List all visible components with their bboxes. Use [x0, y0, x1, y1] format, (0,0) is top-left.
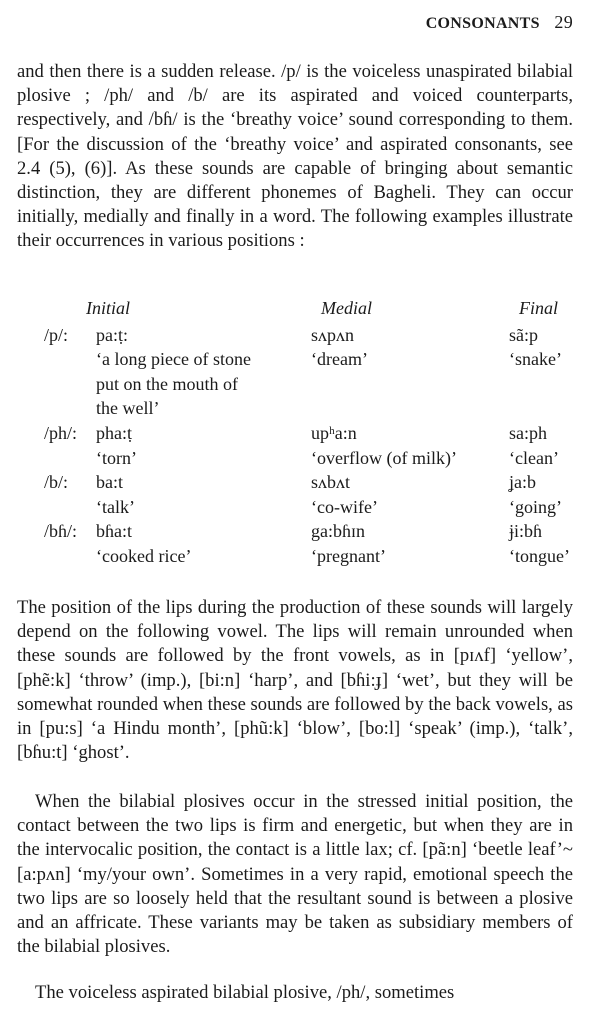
phoneme-cell — [44, 544, 96, 569]
table-row — [44, 519, 599, 544]
table-row — [44, 544, 599, 569]
column-header-final: Final — [519, 298, 558, 318]
final-cell — [509, 396, 599, 421]
initial-cell: ‘a long piece of stone — [96, 349, 251, 370]
final-cell: ‘clean’ — [509, 447, 559, 468]
paragraph-stress-contact: When the bilabial plosives occur in the stressed initial position, the contact between the two lips is firm and energetic, but when they are in the intervocalic position, the contact is a little lax; cf. [pã:n] ‘beetle leaf’~[a:pʌn] ‘my/your own’. Sometimes in a very rapid, emotional speech the two lips are so loosely held that the resultant sound is between a plosive and an affricate. These variants may be taken as subsidiary members of the bilabial plosives. — [17, 791, 573, 958]
initial-cell: ‘talk’ — [96, 496, 135, 517]
table-header-row — [44, 296, 599, 323]
phoneme-cell: /p/: — [44, 324, 69, 345]
table-row — [44, 495, 599, 520]
initial-cell: put on the mouth of — [96, 373, 238, 394]
medial-cell — [311, 372, 509, 397]
column-header-initial: Initial — [86, 298, 130, 318]
initial-cell: the well’ — [96, 398, 160, 419]
table-row — [44, 396, 599, 421]
medial-cell: sʌbʌt — [311, 472, 351, 493]
final-cell: ɉi:bɦ — [509, 521, 543, 542]
final-cell: ‘snake’ — [509, 349, 562, 370]
paragraph-lip-position: The position of the lips during the production of these sounds will largely depend on the following vowel. The lips will remain unrounded when these sounds are followed by the front vowels, as in [pɪʌf] ‘yellow’, [phẽ:k] ‘throw’ (imp.), [bi:n] ‘harp’, and [bɦi:ɟ] ‘wet’, but they will be somewhat rounded when these sounds are followed by the back vowels, as in [pu:s] ‘a Hindu month’, [phũ:k] ‘blow’, [bo:l] ‘speak’ (imp.), ‘talk’, [bɦu:t] ‘ghost’. — [17, 597, 573, 764]
table-row — [44, 470, 599, 495]
phoneme-cell: /ph/: — [44, 422, 78, 443]
table-row — [44, 323, 599, 348]
table-row — [44, 446, 599, 471]
final-cell: ‘tongue’ — [509, 545, 570, 566]
phoneme-cell — [44, 446, 96, 471]
final-cell: ʝa:b — [509, 472, 536, 493]
medial-cell: ‘pregnant’ — [311, 545, 386, 566]
phoneme-cell: /bɦ/: — [44, 521, 78, 542]
medial-cell — [311, 396, 509, 421]
table-row — [44, 421, 599, 446]
paragraph-intro: and then there is a sudden release. /p/ is the voiceless unaspirated bilabial plosive ; /ph/ and /b/ are its aspirated and voiced counterparts, respectively, and /bɦ/ is the ‘breathy voice’ sound corresponding to them. [For the discussion of the ‘breathy voice’ and aspirated consonants, see 2.4 (5), (6)]. As these sounds are capable of bringing about semantic distinction, they are different phonemes of Bagheli. They can occur initially, medially and finally in a word. The following examples illustrate their occurrences in various positions : — [17, 61, 573, 252]
medial-cell: ‘overflow (of milk)’ — [311, 447, 457, 468]
final-cell: ‘going’ — [509, 496, 562, 517]
medial-cell: upʰa:n — [311, 422, 357, 443]
medial-cell: ga:bɦɪn — [311, 521, 365, 542]
examples-table — [44, 296, 599, 569]
phoneme-cell — [44, 347, 96, 372]
paragraph-aspirated-continued: The voiceless aspirated bilabial plosive, /ph/, sometimes — [35, 982, 455, 1003]
initial-cell: ba:t — [96, 472, 123, 493]
final-cell — [509, 372, 599, 397]
initial-cell: pha:ṭ — [96, 422, 132, 443]
medial-cell: ‘dream’ — [311, 349, 368, 370]
medial-cell: ‘co-wife’ — [311, 496, 378, 517]
phoneme-cell — [44, 495, 96, 520]
phoneme-cell: /b/: — [44, 472, 69, 493]
table-row — [44, 347, 599, 372]
phoneme-cell — [44, 396, 96, 421]
page-number: 29 — [554, 12, 573, 32]
initial-cell: ‘cooked rice’ — [96, 545, 192, 566]
column-header-medial: Medial — [321, 298, 372, 318]
phoneme-cell — [44, 372, 96, 397]
initial-cell: bɦa:t — [96, 521, 132, 542]
initial-cell: pa:ṭ: — [96, 324, 128, 345]
final-cell: sã:p — [509, 324, 538, 345]
running-header — [426, 12, 573, 33]
table-row — [44, 372, 599, 397]
initial-cell: ‘torn’ — [96, 447, 137, 468]
section-title: CONSONANTS — [425, 15, 540, 32]
medial-cell: sʌpʌn — [311, 324, 355, 345]
final-cell: sa:ph — [509, 422, 547, 443]
